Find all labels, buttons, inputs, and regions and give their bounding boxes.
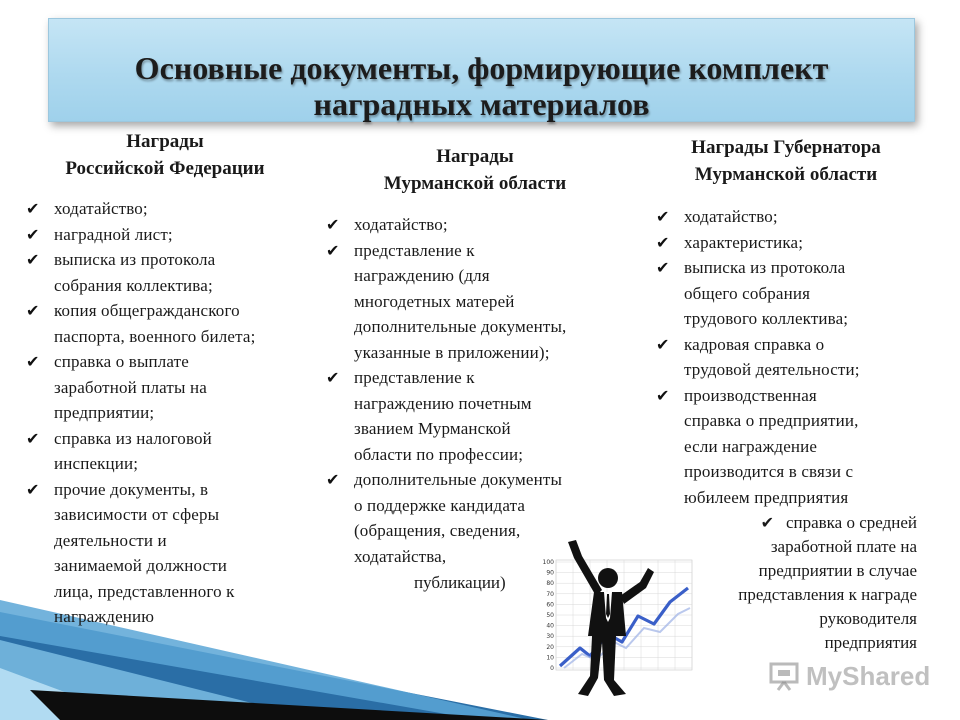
list-item-line: трудового коллектива; [684,309,849,328]
check-mark-icon: ✔ [26,224,40,244]
page-title-line-2: наградных материалов [313,86,650,122]
list-item-line: паспорта, военного билета; [54,326,256,346]
list-item [322,365,632,467]
list-item-line: представления к награде [738,585,917,604]
chart-tick-label: 0 [550,665,554,672]
list-item-line: занимаемой должности [54,556,228,575]
list-item [652,204,942,230]
check-mark-icon: ✔ [326,368,340,387]
check-mark-icon: ✔ [26,250,40,269]
chart-tick-label: 20 [546,643,554,651]
list-item-line: трудовой деятельности; [684,360,860,379]
list-item-line: ходатайства, [354,546,447,566]
list-item-line: наградной лист; [54,224,173,244]
chart-tick-label: 80 [546,580,554,588]
document-list-murmansk [322,212,632,569]
list-item-line: области по профессии; [354,444,524,464]
title-banner [48,18,915,122]
list-item [22,222,312,248]
check-mark-icon: ✔ [656,385,670,405]
column-heading-line: Мурманской области [694,164,878,185]
list-item-line: общего собрания [684,283,811,303]
list-item-line: предприятия [824,633,917,652]
chart-tick-label: 60 [546,601,554,609]
check-mark-icon: ✔ [656,232,670,252]
check-mark-icon: ✔ [26,428,40,448]
check-mark-icon: ✔ [26,301,40,320]
list-item-line: прочие документы, в [54,479,209,499]
list-item [22,477,312,630]
list-item-line: копия общегражданского [54,301,240,320]
chart-tick-label: 90 [546,569,554,577]
list-item-line: справка из налоговой [54,428,212,448]
list-item [22,247,312,298]
list-item-line: характеристика; [684,232,804,252]
list-item-line: справка о выплате [54,352,189,371]
list-item-line: многодетных матерей [354,291,515,311]
list-item-line: заработной платы на [54,377,207,397]
list-item [652,383,942,511]
list-item-line: производится в связи с [684,462,854,481]
column-heading-rf [20,128,310,182]
list-item-line: ходатайство; [54,199,148,218]
column-heading-line: Награды [126,131,204,152]
list-item [22,196,312,222]
list-item-line: ✔ справка о средней [760,513,917,532]
list-item-line: кадровая справка о [684,334,825,354]
column-heading-line: Награды [436,146,514,167]
list-item [322,238,632,366]
list-item-line: предприятии в случае [758,561,917,580]
list-item-line: ходатайство; [354,215,448,234]
list-item-line: представление к [354,240,475,260]
check-mark-icon: ✔ [656,207,670,226]
column-heading-line: Российской Федерации [65,158,265,179]
list-item-line: предприятии; [54,403,155,422]
list-item [22,298,312,349]
list-item-line: (обращения, сведения, [354,521,521,540]
list-item-line: указанные в приложении); [354,342,550,362]
list-item-line: ходатайство; [684,207,778,226]
check-mark-icon: ✔ [26,199,40,218]
list-item [652,255,942,332]
list-item-line: собрания коллектива; [54,275,213,295]
list-item-continuation: публикации) [414,573,506,592]
column-heading-line: Мурманской области [383,173,567,194]
check-mark-icon: ✔ [656,334,670,354]
chart-tick-label: 70 [546,590,554,598]
check-mark-icon: ✔ [326,470,340,489]
list-item-line: зависимости от сферы [54,505,220,524]
list-item [652,230,942,256]
list-item-line: награждению [54,607,155,626]
check-mark-icon: ✔ [656,258,670,277]
extra-item-salary-certificate [690,511,917,655]
presentation-board-icon [768,660,800,692]
check-mark-icon: ✔ [26,352,40,371]
list-item-line: руководителя [819,609,917,628]
list-item-line: выписка из протокола [684,258,846,277]
list-item [322,212,632,238]
list-item-line: производственная [684,385,817,405]
list-item-line: представление к [354,368,475,387]
check-mark-icon: ✔ [760,513,774,532]
list-item-line: званием Мурманской [354,419,511,438]
list-item [22,349,312,426]
page-title-line-1: Основные документы, формирующие комплект [134,50,829,86]
list-item-line: выписка из протокола [54,250,216,269]
chart-tick-label: 10 [546,654,554,662]
list-item-line: лица, представленного к [54,581,235,601]
list-item [652,332,942,383]
businessman-growth-chart-illustration [530,538,695,698]
list-item-line: если награждение [684,436,818,456]
document-list-rf [22,196,312,630]
list-item-line: деятельности и [54,530,167,550]
list-item-line: справка о предприятии, [684,411,859,430]
list-item-line: дополнительные документы [354,470,563,489]
chart-tick-label: 40 [546,622,554,630]
list-item-line: заработной плате на [770,537,917,556]
list-item-line: награждению (для [354,266,490,285]
list-item-line: юбилеем предприятия [684,487,849,507]
check-mark-icon: ✔ [326,215,340,234]
check-mark-icon: ✔ [326,240,340,260]
list-item [22,426,312,477]
chart-tick-label: 100 [542,559,554,566]
document-list-governor [652,204,942,510]
chart-tick-label: 50 [546,612,554,619]
column-heading-governor [648,134,924,188]
watermark-text: MyShared [806,661,931,691]
list-item-line: награждению почетным [354,393,532,413]
list-item-line: инспекции; [54,454,139,473]
column-heading-line: Награды Губернатора [691,137,881,158]
list-item-line: о поддержке кандидата [354,495,526,515]
list-item-line: дополнительные документы, [354,317,567,336]
column-heading-murmansk [320,143,630,197]
check-mark-icon: ✔ [26,479,40,499]
chart-tick-label: 30 [546,633,554,641]
